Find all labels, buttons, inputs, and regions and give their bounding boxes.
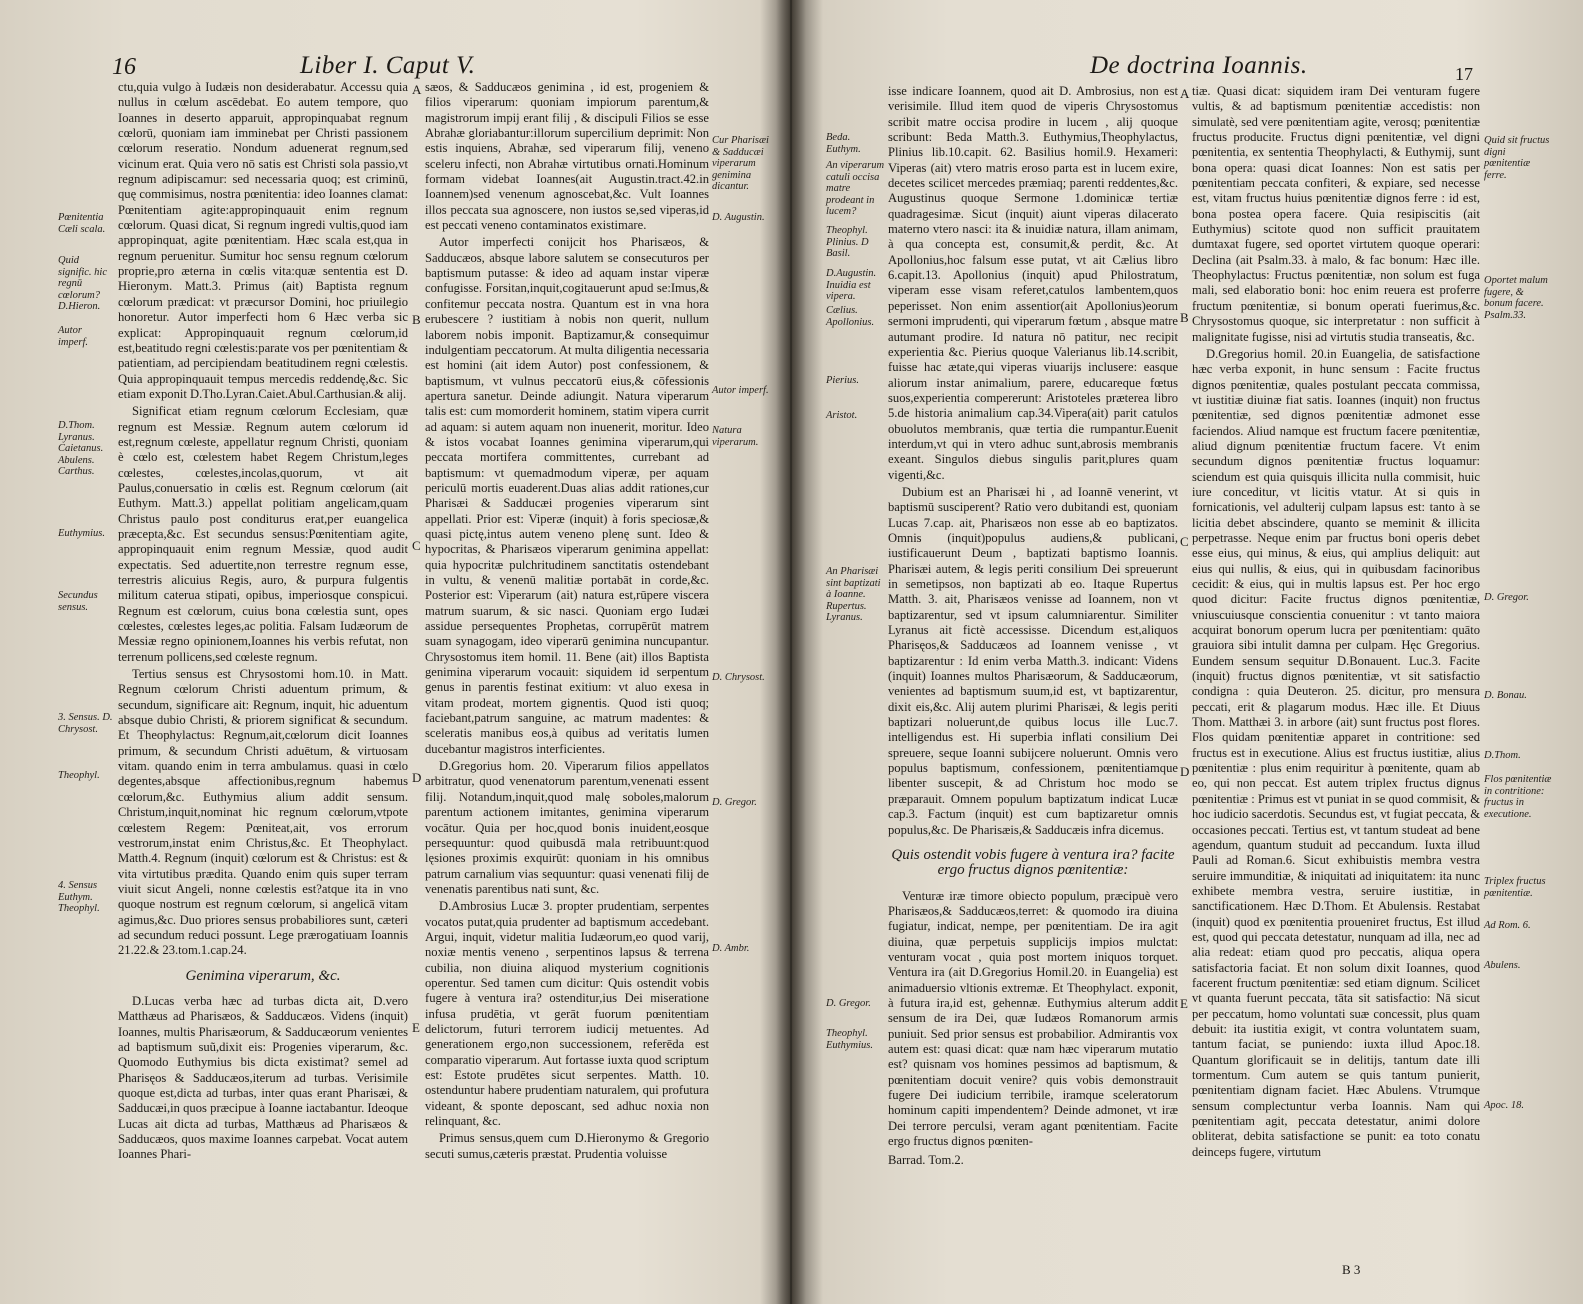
margin-note: D.Thom. xyxy=(1484,750,1521,761)
margin-note: Abulens. xyxy=(1484,960,1521,971)
paragraph: Venturæ iræ timore obiecto populum, præcipuè vero Pharisæos,& Sadducæos,terret: & quomodo ira diuina fugiatur, indicat, nempe, per pœnitentiam. De ira agit diuina, quæ perpetuis supplicijs impios mulctat: venturam vocat , quia post mortem iniquos torquet. Ventura ira (ait D.Gregorius Homil.20. in Euangelia) est animaduersio vltionis extremæ. Et Theophylact. exponit, à futura ira,id est, gehennæ. Euthymius alterum addit sensum de ira Dei, quæ Iudæos Romanorum armis puniuit. Sed prior sensus est probabilior. Admirantis vox autem est: quasi dicat: quæ nam hæc viperarum mutatio est? quisnam vos homines pessimos ad baptismum, & pœnitentiam docuit venire? quis vobis demonstrauit fugere Dei iudicium terribile, iramque sceleratorum hominum capiti impendentem? Deinde admonet, vt iræ Dei terrore perculsi, veram agant pœnitentiam. Facite ergo fructus dignos pœniten- xyxy=(888,888,1178,1149)
margin-note: Theophyl. Plinius. D Basil. xyxy=(826,225,869,259)
margin-note: Cur Pharisæi & Sadducæi viperarum genimina dicantur. xyxy=(712,135,769,192)
margin-note: Pœnitentia Cæli scala. xyxy=(58,212,106,235)
section-letter: B xyxy=(412,312,421,327)
margin-note: D. Gregor. xyxy=(826,998,871,1009)
running-head: Liber I. Caput V. xyxy=(300,52,476,79)
signature-mark: B 3 xyxy=(1342,1262,1361,1277)
paragraph: isse indicare Ioannem, quod ait D. Ambrosius, non est verisimile. Illud item quod de viperis Chrysostomus scribit matre occisa prodire in lucem , alij quoque scribunt: Beda Matth.3. Euthymius,Theophylactus, Plinius lib.10.capit. 62. Basilius homil.9. Hexameri: Viperas (ait) vtero matris eroso parta est in lucem exire, decetes scilicet mercedes præmiaq; parenti reddentes,&c. Augustinus quoque Sermone 1.dominicæ tertiæ quadragesimæ. Sicut (inquit) aiunt viperas dilacerato materno vtero nasci: ita & inuidiæ natura, illam animam, à qua concepta est, consumit,& perdit, &c. At Apollonius,hoc falsum esse putat, vt ait Cælius libro 6.capit.13. Apollonius (inquit) apud Philostratum, viperam esse visam referet,catulos lambentem,quos peperisset. Non enim assentior(ait Apollonius)eorum sermoni imprudenti, qui viperarum fœtum , absque matre autumant prodire. Id natura nō patitur, nec recipit experientia &c. Pierius quoque Valerianus lib.14.scribit, fuisse hac ætate,qui viperas viuarijs inclusere: easque aliorum instar animalium, parere, educareque fœtus suos,experientia compererunt: Aristoteles præterea libro 5.de historia animalium cap.34.Vipera(ait) parit catulos obuolutos membranis, quæ tertia die rumpantur.Euenit interdum,vt qui in vtero adhuc sunt,abrosis membranis exeant. Singulos diebus singulis parit,plures quam vigenti,&c. xyxy=(888,84,1178,482)
margin-note: D. Bonau. xyxy=(1484,690,1527,701)
margin-note: Quid signific. hic regnū cœlorum? D.Hieron. xyxy=(58,255,107,312)
margin-note: Quid sit fructus digni pœnitentiæ ferre. xyxy=(1484,135,1550,181)
section-letter: D xyxy=(1180,764,1190,779)
section-heading: Genimina viperarum, &c. xyxy=(185,967,341,984)
paragraph: D.Lucas verba hæc ad turbas dicta ait, D.vero Matthæus ad Pharisæos, & Sadducæos. Videns (inquit) Ioannes, multis Pharisæorum, & Sadducæorum venientes ad baptismum suũ,dixit eis: Progenies viperarum, &c. Quomodo Euthymius bis dicta existimat? semel ad Pharisęos & Sadducæos,iterum ad turbas. Verisimile quoque est,dicta ad turbas, inter quas erant Pharisæi, & Sadducæi,in quos præcipue à Ioanne iactabantur. Ideoque Lucas ait dicta ad turbas, Matthæus ad Pharisæos & Sadducæos, quos maxime Ioannes carpebat. Vocat autem Ioannes Phari- xyxy=(118,993,408,1162)
section-letter: A xyxy=(1180,86,1190,101)
section-letter: E xyxy=(412,1020,420,1035)
margin-note: Ad Rom. 6. xyxy=(1484,920,1531,931)
paragraph: sæos, & Sadducæos genimina , id est, progeniem & filios viperarum: quoniam impiorum parentum,& magistrorum impij erant filij , & discipuli Filios se esse Abrahæ gloriabantur:illorum supercilium deprimit: Non estis inquiens, Abrahæ, sed viperarum filij, veneno sceleru infecti, non Abrahæ virtutibus ornati.Hominum formam videbat Ioannes(ait Augustin.tract.42.in Ioannem)sed venenum agnoscebat,&c. Vult Ioannes illos peccata sua agnoscere, non iustos se,sed viperas,id est peccati veneno contaminatos existimare. xyxy=(425,80,709,233)
margin-note: Triplex fructus pœnitentiæ. xyxy=(1484,876,1546,899)
section-letter: D xyxy=(412,770,422,785)
margin-note: D.Thom. Lyranus. Caietanus. Abulens. Carthus. xyxy=(58,420,104,477)
margin-note: D. Ambr. xyxy=(712,943,750,954)
margin-note: 3. Sensus. D. Chrysost. xyxy=(58,712,113,735)
section-heading: Quis ostendit vobis fugere à ventura ira? facite ergo fructus dignos pœnitentiæ: xyxy=(891,846,1175,879)
margin-note: D. Gregor. xyxy=(1484,592,1529,603)
margin-note: Euthymius. xyxy=(58,528,105,539)
margin-note: Apoc. 18. xyxy=(1484,1100,1524,1111)
running-head: De doctrina Ioannis. xyxy=(1090,52,1308,79)
right-page xyxy=(800,0,1583,1304)
right-column-2 xyxy=(1192,84,1480,1162)
paragraph: D.Gregorius homil. 20.in Euangelia, de satisfactione hæc verba exponit, in hunc sensum : Facite fructus dignos pœnitentiæ, quales postulant peccata commissa, vt iustitiæ diuinæ fiat satis. Ioannes (inquit) non fructus pœnitentiæ, sed dignos pœnitentiæ admonet esse faciendos. Aliud namque est fructum facere pœnitentiæ, aliud dignum pœnitentiæ fructum facere. Vt enim secundum dignos pœnitentiæ fructus loquamur: sciendum est quia quisquis illicita nulla commisit, huic iure conceditur, vt licitis vtatur. At si quis in fornicationis, vel adulterij culpam lapsus est: tanto à se licitia debet abscindere, quanto se meminit & illicita perpetrasse. Neque enim par fructus boni operis debet esse eius, qui minus, & eius, qui amplius deliquit: aut eius qui nullis, & eius, qui in quibusdam facinoribus cecidit: & eius, qui in multis lapsus est. Per hoc ergo quod dicitur: Facite fructus dignos pœnitentiæ, vniuscuiusque conscientia conuenitur : vt tanto maiora acquirat bonorum operum lucra per pœnitentiam: quāto grauiora sibi intulit damna per culpam. Hęc Gregorius. Eundem sensum sequitur D.Bonauent. Luc.3. Facite (inquit) fructus dignos pœnitentiæ, vt sit satisfactio condigna : quia Deuteron. 25. dicitur, pro mensura peccati, erit & plagarum modus. Hæc ille. Et Diuus Thom. Matthæi 3. in arbore (ait) sunt fructus post flores. Flos quidam pœnitentiæ apparet in contritione: sed fructus est in executione. Alius est fructus iustitiæ, alius pœnitentiæ : plus enim requiritur à pœnitente, quam ab eo, qui non peccat. Est autem triplex fructus dignus pœnitentiæ : Primus est vt puniat in se quod commisit, & hoc iudicio sacerdotis. Secundus est, vt fugiat peccata, & occasiones peccati. Tertius est, vt tantum studeat ad bene agendum, quantum studuit ad peccandum. Iuxta illud Pauli ad Roman.6. Sicut exhibuistis membra vestra seruire immunditiæ, & iniquitati ad iniquitatem: ita nunc exhibete membra vestra, seruire iustitiæ, in sanctificationem. Hæc D.Thom. Et Abulensis. Restabat (inquit) quod ex pœnitentia proueniret fructus, Est illud est, quod qui peccata detestatur, nunquam ad illa, nec ad alia redeat: etiam quod pro peccatis, aliqua opera satisfactoria faciat. Et non solum dixit Ioannes, quod facerent fructum pœnitentiæ: sed etiam dignum. Scilicet vt quanta fuerunt peccata, tāta sit satisfactio: Nā sicut per peccatum, homo voluntati suæ concessit, plus quam debuit: ita iustitia exigit, vt contra voluntatem suam, tantum faciat, se puniendo: iuxta illud Apoc.18. Quantum glorificauit se in delitijs, tantum date illi tormentum. Cum autem se quis tantum punierit, pœnitentiam dignam faciet. Hæc Abulens. Vtrumque sensum complectuntur verba Ioannis. Nam qui pœnitentiam agit, peccata detestatur, animi dolore obliterat, debita satisfactione se punit: ea toto conatu deinceps fugere, virtutum xyxy=(1192,346,1480,1159)
catchword: Barrad. Tom.2. xyxy=(888,1153,964,1168)
section-letter: B xyxy=(1180,310,1189,325)
margin-note: Flos pœnitentiæ in contritione: fructus in executione. xyxy=(1484,774,1552,820)
section-letter: A xyxy=(412,82,422,97)
margin-note: 4. Sensus Euthym. Theophyl. xyxy=(58,880,100,914)
margin-note: Autor imperf. xyxy=(58,325,89,348)
margin-note: D. Augustin. xyxy=(712,212,765,223)
margin-note: An viperarum catuli occisa matre prodeant in lucem? xyxy=(826,160,885,217)
left-column-2 xyxy=(425,80,709,1164)
margin-note: D. Gregor. xyxy=(712,797,757,808)
paragraph: ctu,quia vulgo à Iudæis non desiderabatur. Accessu quia nullus in cœlum ascēdebat. Eo autem tempore, quo Ioannes in deserto apparuit, appropinquabat regnum cœlorū, quoniam iam imminebat per Christi passionem cœlorum reseratio. Nondum aduenerat regnum,sed vicinum erat. Quia vero nō satis est Christi sola passio,vt regnum adipiscamur: sed necessaria quoq; est criminū, quę commisimus, nostra pœnitentia: ideo Ioannes clamat: Pœnitentiam agite:appropinquauit enim regnum cœlorum. Quasi dicat, Si regnum ingredi vultis,quod iam appropinquat, agite pœnitentiam. Hæc scala est,qua in regnum peruenitur. Sumitur hoc sensu regnum cœlorum proprie,pro æterna in cœlis vita:quæ sententia est D. Hieronym. Matt.3. Primus (ait) Baptista regnum cœlorum prædicat: vt præcursor Domini, hoc priuilegio honoretur. Autor imperfecti hom 6 Hæc verba sic explicat: Appropinquauit regnum cœlorum,id est,beatitudo regni cœlestis:parate vos per pœnitentiam & patientiam, ad percipiendam beatitudinem regni cœlestis. Quia appropinquauit tempus mercedis reddendę,&c. Sic etiam exponit D.Tho.Lyran.Caiet.Abul.Carthusian.& alij. xyxy=(118,80,408,401)
paragraph: Significat etiam regnum cœlorum Ecclesiam, quæ regnum est Messiæ. Regnum autem cœlorum id est,regnum cœleste, appellatur regnum Christi, quoniam è cœlo est, cœlestem habet Regem Christum,leges cœlestes, cœlestes,incolas,quorum, vt ait Paulus,conuersatio in cœlis est. Regnum cœlorum (ait Euthym. Matt.3.) appellat politiam angelicam,quam Christus paulo post conditurus erat,per euangelica præcepta,&c. Est secundus sensus:Pœnitentiam agite, appropinquauit enim regnum Messiæ, quod audit expectatis. Sed aduertite,non terrestre regnum esse, terrestris alicuius Regis, auro, & purpura fulgentis militum caterua stipati, opibus, imperiosque conspicui. Regnum est cœlorum, cuius bona cœlestia sunt, opes cœlestes, cœlestes leges,ac politia. Falsam Iudæorum de Messiæ regno opinionem,Ioannes his verbis refutat, non terrenum pollicens,sed cœleste regnum. xyxy=(118,404,408,664)
section-letter: C xyxy=(1180,534,1189,549)
margin-note: Autor imperf. xyxy=(712,385,769,396)
paragraph: D.Gregorius hom. 20. Viperarum filios appellatos arbitratur, quod venenatorum parentum,venenati essent filij. Notandum,inquit,quod malę soboles,malorum parentum actionem imitantes, genimina viperarum vocātur. Quia per hoc,quod bonis inuident,eosque persequuntur: quod quibusdā mala retribuunt:quod lęsiones proximis exquirūt: quoniam in his omnibus patrum carnalium vias sequuntur: quasi venenati filij de venenatis parentibus nati sunt, &c. xyxy=(425,759,709,896)
paragraph: tiæ. Quasi dicat: siquidem iram Dei venturam fugere vultis, & ad baptismum pœnitentiæ accedistis: non simulatè, sed vere pœnitentiam agite, verosq; pœnitentiæ fructus producite. Fructus digni pœnitentiæ, vel digni pœnitentia, ex sententia Theophylacti, & Euthymij, sunt bona opera: quasi dicat Ioannes: Non est satis per pœnitentiam peccata confiteri, & expiare, sed necesse est, vitam fructus huius pœnitentiæ dignos ferre : id est, bona postea opera facere. Quia resipiscitis (ait Euthymius) scitote quod non sufficit prauitatem dumtaxat fugere, sed oportet virtutem quoque operari: Declina (ait Psalm.33. à malo, & fac bonum: Hæc ille. Theophylactus: Fructus pœnitentiæ, non solum est fuga mali, sed elaboratio boni: hoc enim reuera est proferre fructum pœnitentiæ, si bonum operati fuerimus,&c. Chrysostomus quoque, sic interpretatur : non sufficit à malignitate fugisse, nisi ad virtutis studia transeatis, &c. xyxy=(1192,84,1480,344)
margin-note: D. Chrysost. xyxy=(712,672,765,683)
paragraph: Tertius sensus est Chrysostomi hom.10. in Matt. Regnum cœlorum Christi aduentum primum, & secundum, significare ait: Regnum, inquit, hic aduentum absque dubio Christi, & priorem significat & secundum. Et Theophylactus: Regnum,ait,cœlorum dicit Ioannes primum, & secundum Christi aduētum, & virtuosam vitam. quando enim in terra ambulamus. quasi in cœlo degentes,absque affectionibus,regnum habemus cœlorum,&c. Euthymius alium addit sensum. Christum,inquit,nominat hic regnum cœlorum,vtpote cœlestem Regem: Pœniteat,ait, vos errorum vestrorum,instat enim Christus,&c. Et Theophylact. Matth.4. Regnum (inquit) cœlorum est & Christus: est & vita virtutibus prædita. Quando enim quis super terram viuit sicut Angeli, nonne cœlestis est?atque ita in vno quoque nostrum est regnum cœlorum, si angelicā vitam agimus,&c. Duo priores sensus probabiliores sunt, cæteri ad secundum reduci possunt. Lege prærogatiuam Ioannis 21.22.& 23.tom.1.cap.24. xyxy=(118,667,408,958)
margin-note: Oportet malum fugere, & bonum facere. Psalm.33. xyxy=(1484,275,1548,321)
right-column-1 xyxy=(888,84,1178,1171)
margin-note: D.Augustin. Inuidia est vipera. xyxy=(826,268,877,302)
page-number: 17 xyxy=(1455,64,1473,84)
section-letter: E xyxy=(1180,996,1188,1011)
margin-note: Theophyl. xyxy=(58,770,100,781)
margin-note: Theophyl. Euthymius. xyxy=(826,1028,873,1051)
section-letter: C xyxy=(412,538,421,553)
paragraph: Primus sensus,quem cum D.Hieronymo & Gregorio secuti sumus,cæteris præstat. Prudentia voluisse xyxy=(425,1131,709,1161)
margin-note: Cælius. Apollonius. xyxy=(826,305,875,328)
paragraph: D.Ambrosius Lucæ 3. propter prudentiam, serpentes vocatos putat,quia prudenter ad baptismum accedebant. Argui, inquit, videtur malitia Iudæorum,eo quod varij, noxiæ mentis veneno , serpentinos lapsus & terrena cubilia, non diuina aliquod mysterium cognitionis operentur. Sed tamen cum dicitur: Quis ostendit vobis fugere à ventura ira? ostenditur,ius Dei miseratione infusa prudētia, vt gerāt fuorum pœnitentiam delictorum, futuri terrorem iudicij metuentes. Ad generationem ergo,non successionem, referēda est comparatio viperarum. Aut fortasse iuxta quod scriptum est: Estote prudētes sicut serpentes. Matth. 10. ostenduntur habere prudentiam naturalem, qui profutura videant, & sponte deposcant, sed adhuc noxia non relinquant, &c. xyxy=(425,899,709,1129)
paragraph: Dubium est an Pharisæi hi , ad Ioannē venerint, vt baptismū susciperent? Ratio vero dubitandi est, quoniam Lucas 7.cap. ait, Pharisæos non esse ab eo baptizatos. Omnis (inquit)populus audiens,& publicani, iustificauerunt Deum , baptizati baptismo Ioannis. Pharisæi autem, & legis periti consilium Dei spreuerunt in semetipsos, non baptizati ab eo. Itaque Rupertus Matth. 3. ait, Pharisæos venisse ad Ioannem, non vt baptizarentur, sed vt ipsum calumniarentur. Similiter Lyranus ait fictè accessisse. Dicendum est,aliquos Pharisęos,& Sadducæos ad Ioannem venisse , vt baptizarentur : Id enim verba Matth.3. indicant: Videns (inquit) Ioannes multos Pharisæorum, & Sadducæorum, venientes ad baptismum suum,id est, vt baptizarentur, dixit eis,&c. Alij autem plurimi Pharisæi, & legis periti baptizari noluerunt,de quibus locus ille Luc.7. intelligendus est. Hi superbia inflati consilium Dei spreuere, seque Ioanni subijcere noluerunt. Omnis vero populus baptismum, confessionem, pœnitentiamque libenter suscepit, & ad Christum hoc modo se præparauit. Omnem populum baptizatum indicat Lucæ cap.3. Factum (inquit) est cum baptizaretur omnis populus,&c. De Pharisæis,& Sadducæis infra dicemus. xyxy=(888,484,1178,837)
page-number: 16 xyxy=(112,54,136,80)
left-column-1 xyxy=(118,80,408,1165)
margin-note: Aristot. xyxy=(826,410,858,421)
margin-note: Natura viperarum. xyxy=(712,425,759,448)
margin-note: Secundus sensus. xyxy=(58,590,98,613)
margin-note: Beda. Euthym. xyxy=(826,132,861,155)
margin-note: Pierius. xyxy=(826,375,859,386)
left-page xyxy=(0,0,780,1304)
paragraph: Autor imperfecti conijcit hos Pharisæos, & Sadducæos, absque labore salutem se consecuturos per baptismum putasse: & ideo ad aquam instar viperæ confugisse. Forsitan,inquit,cogitauerunt apud se:Imus,& confitemur peccata nostra. Quantum est in vna hora erubescere ? iustitiam à nobis non querit, nullum laborem nobis imponit. Baptizamur,& consequimur indulgentiam peccatorum. At multa diligentia necessaria est homini (ait idem Autor) post confessionem, & baptismum, vt vulnus peccatorū eius,& cōfessionis apertura sanetur. Deinde adiungit. Natura viperarum talis est: cum momorderit hominem, statim vipera currit ad aquam: si autem aquam non inuenerit, moritur. Ideo & istos vocabat Ioannes genimina viperarum,qui peccata mortifera committentes, currebant ad baptismum: vt quemadmodum viperæ, per aquam periculū mortis euaderent.Duas alias addit rationes,cur Pharisæi & Sadducæi progenies viperarum sint appellati. Prior est: Viperæ (inquit) à foris speciosæ,& quasi pictę,intus autem veneno plenę sunt. Ideo & hypocritas, & Pharisæos viperarum genimina appellat: quia hypocritæ pulchritudinem sanctitatis ostendebant in vultu, & venenū malitiæ portabāt in corde,&c. Posterior est: Viperarum (ait) natura est,rūpere viscera matrum suarum, & sic nasci. Quoniam ergo Iudæi assidue persequentes Prophetas, corrupērūt matrem suam synagogam, ideo viperarū genimina nuncupantur. Chrysostomus item homil. 11. Bene (ait) illos Baptista genimina viperarum vocauit: siquidem id serpentum genus in parentis festinat exitium: vt aluo exesa in vitam prodeat, mortem gignentis. Quod isti quoq; faciebant,patrum sanguine, ac matrum madentes: & sceleratis manibus eos,à quibus ad veritatis lumen ducebantur magistros interficientes. xyxy=(425,235,709,756)
margin-note: An Pharisæi sint baptizati à Ioanne. Rupertus. Lyranus. xyxy=(826,566,881,623)
